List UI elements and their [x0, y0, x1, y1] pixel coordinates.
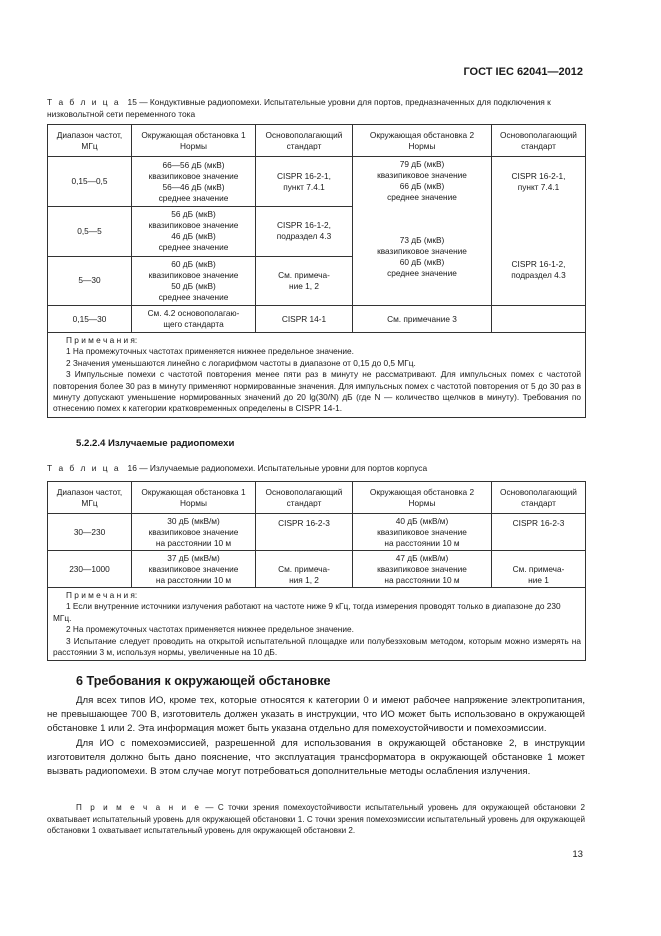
- table15-header-cell: Окружающая обстановка 1 Нормы: [132, 125, 256, 157]
- table15-header-cell: Окружающая обстановка 2 Нормы: [353, 125, 492, 157]
- table16-header-row: [48, 482, 586, 514]
- env2-limit-cell: 79 дБ (мкВ) квазипиковое значение 66 дБ (мкВ) среднее значение 73 дБ (мкВ) квазипиковое значение 60 дБ (мкВ) среднее значение: [353, 157, 492, 306]
- table16-header-cell: Основополагающий стандарт: [256, 482, 353, 514]
- env1-limit-cell: 30 дБ (мкВ/м) квазипиковое значение на расстоянии 10 м: [132, 514, 256, 551]
- table16-header-cell: Диапазон частот, МГц: [48, 482, 132, 514]
- table-row: [48, 306, 586, 333]
- table16-header-cell: Основополагающий стандарт: [492, 482, 586, 514]
- note-label: П р и м е ч а н и е: [76, 803, 201, 812]
- freq-cell: 230—1000: [48, 551, 132, 588]
- std2-cell: [492, 306, 586, 333]
- env1-limit-cell: 56 дБ (мкВ) квазипиковое значение 46 дБ (мкВ) среднее значение: [132, 207, 256, 256]
- document-id: ГОСТ IEC 62041—2012: [463, 66, 583, 78]
- table15-notes-row: [48, 333, 586, 418]
- table-row: [48, 514, 586, 551]
- freq-cell: 5—30: [48, 256, 132, 305]
- env1-limit-cell: 37 дБ (мкВ/м) квазипиковое значение на расстоянии 10 м: [132, 551, 256, 588]
- std1-cell: См. примеча- ния 1, 2: [256, 551, 353, 588]
- note-item: 3 Испытание следует проводить на открытой испытательной площадке или полубезэховым методом, которым можно измерять на расстоянии 3 м, используя нормы, увеличенные на 10 дБ.: [53, 635, 581, 658]
- table16-caption-text: 16 — Излучаемые радиопомехи. Испытательные уровни для портов корпуса: [127, 463, 428, 473]
- note-item: 2 Значения уменьшаются линейно с логарифмом частоты в диапазоне от 0,15 до 0,5 МГц.: [66, 357, 416, 368]
- table15-notes: [48, 333, 586, 418]
- env1-limit-cell: 66—56 дБ (мкВ) квазипиковое значение 56—46 дБ (мкВ) среднее значение: [132, 157, 256, 207]
- env2-limit-cell: 40 дБ (мкВ/м) квазипиковое значение на расстоянии 10 м: [353, 514, 492, 551]
- table-row: [48, 157, 586, 207]
- table16-caption: [47, 462, 587, 474]
- freq-cell: 0,15—30: [48, 306, 132, 333]
- table15-header-cell: Диапазон частот, МГц: [48, 125, 132, 157]
- std1-cell: CISPR 16-2-1, пункт 7.4.1: [256, 157, 353, 207]
- table15-caption-text: 15 — Кондуктивные радиопомехи. Испытательные уровни для портов, предназначенных для подключения к низковольтной сети переменного тока: [47, 97, 551, 119]
- page-number: 13: [572, 849, 583, 860]
- section-6-heading: 6 Требования к окружающей обстановке: [76, 674, 331, 688]
- table16-notes-row: [48, 588, 586, 661]
- env1-limit-cell: См. 4.2 основополагаю- щего стандарта: [132, 306, 256, 333]
- std2-cell: См. примеча- ние 1: [492, 551, 586, 588]
- note-text: — С точки зрения помехоустойчивости испытательный уровень для окружающей обстановки 2 охватывает испытательный уровень для окружающей обстановки 1. С точки зрения помехоэмиссии испытательный уровень для окружающей обстановки 1 охватывает испытательный уровень для окружающей обстановки 2.: [47, 803, 586, 836]
- std1-cell: CISPR 14-1: [256, 306, 353, 333]
- std1-cell: CISPR 16-2-3: [256, 514, 353, 551]
- table15-header-cell: Основополагающий стандарт: [256, 125, 353, 157]
- env1-limit-cell: 60 дБ (мкВ) квазипиковое значение 50 дБ (мкВ) среднее значение: [132, 256, 256, 305]
- table-row: [48, 551, 586, 588]
- freq-cell: 0,15—0,5: [48, 157, 132, 207]
- paragraph: Для всех типов ИО, кроме тех, которые относятся к категории 0 и имеют рабочее напряжение электропитания, не превышающее 700 В, изготовитель должен указать в инструкции, что ИО может быть использовано в окружающей обстановке 1 или 2. Эта информация может быть указана отдельно для помехоустойчивости и помехоэмиссии.: [47, 695, 585, 735]
- std1-cell: См. примеча- ние 1, 2: [256, 256, 353, 305]
- table15-caption-label: Т а б л и ц а: [47, 97, 121, 107]
- std1-cell: CISPR 16-1-2, подраздел 4.3: [256, 207, 353, 256]
- paragraph: Для ИО с помехоэмиссией, разрешенной для использования в окружающей обстановке 2, в инструкции изготовителя должно быть дано пояснение, что эксплуатация трансформатора в окружающей обстановке 1 может вызвать радиопомехи. В этом случае могут потребоваться дополнительные методы ослабления излучения.: [47, 737, 585, 778]
- table16-header-cell: Окружающая обстановка 1 Нормы: [132, 482, 256, 514]
- section-heading-5-2-2-4: 5.2.2.4 Излучаемые радиопомехи: [76, 438, 235, 449]
- table15: [47, 124, 586, 418]
- table15-caption: [47, 96, 587, 120]
- freq-cell: 0,5—5: [48, 207, 132, 256]
- section-6-note: [47, 802, 585, 837]
- note-item: 2 На промежуточных частотах применяется нижнее предельное значение.: [66, 624, 354, 635]
- table16-notes: [48, 588, 586, 661]
- table16-header-cell: Окружающая обстановка 2 Нормы: [353, 482, 492, 514]
- table15-header-cell: Основополагающий стандарт: [492, 125, 586, 157]
- std2-cell: CISPR 16-2-3: [492, 514, 586, 551]
- env2-limit-cell: См. примечание 3: [353, 306, 492, 333]
- freq-cell: 30—230: [48, 514, 132, 551]
- notes-title: П р и м е ч а н и я:: [66, 335, 138, 345]
- table15-header-row: [48, 125, 586, 157]
- note-item: 1 На промежуточных частотах применяется нижнее предельное значение.: [66, 346, 354, 357]
- table16-caption-label: Т а б л и ц а: [47, 463, 121, 473]
- notes-title: П р и м е ч а н и я:: [66, 590, 138, 600]
- std2-cell: CISPR 16-2-1, пункт 7.4.1 CISPR 16-1-2, подраздел 4.3: [492, 157, 586, 306]
- section-6-body: [47, 694, 585, 779]
- env2-limit-cell: 47 дБ (мкВ/м) квазипиковое значение на расстоянии 10 м: [353, 551, 492, 588]
- table16: [47, 481, 586, 661]
- note-item: 3 Импульсные помехи с частотой повторения менее пяти раз в минуту не рассматривают. Для импульсных помех с частотой повторения более 30 раз в минуту применяют нормированные значения. Для импульсных помех с частотой повторения от 5 до 30 раз в минуту допускают уменьшение нормированных значений до 20 lg(30/N) дБ (где N — количество щелчков в минуту). Требования по отнесению помех к категории кратковременных определены в CISPR 14-1.: [53, 369, 581, 414]
- note-item: 1 Если внутренние источники излучения работают на частоте ниже 9 кГц, тогда измерения проводят только в диапазоне до 230 МГц.: [53, 601, 561, 623]
